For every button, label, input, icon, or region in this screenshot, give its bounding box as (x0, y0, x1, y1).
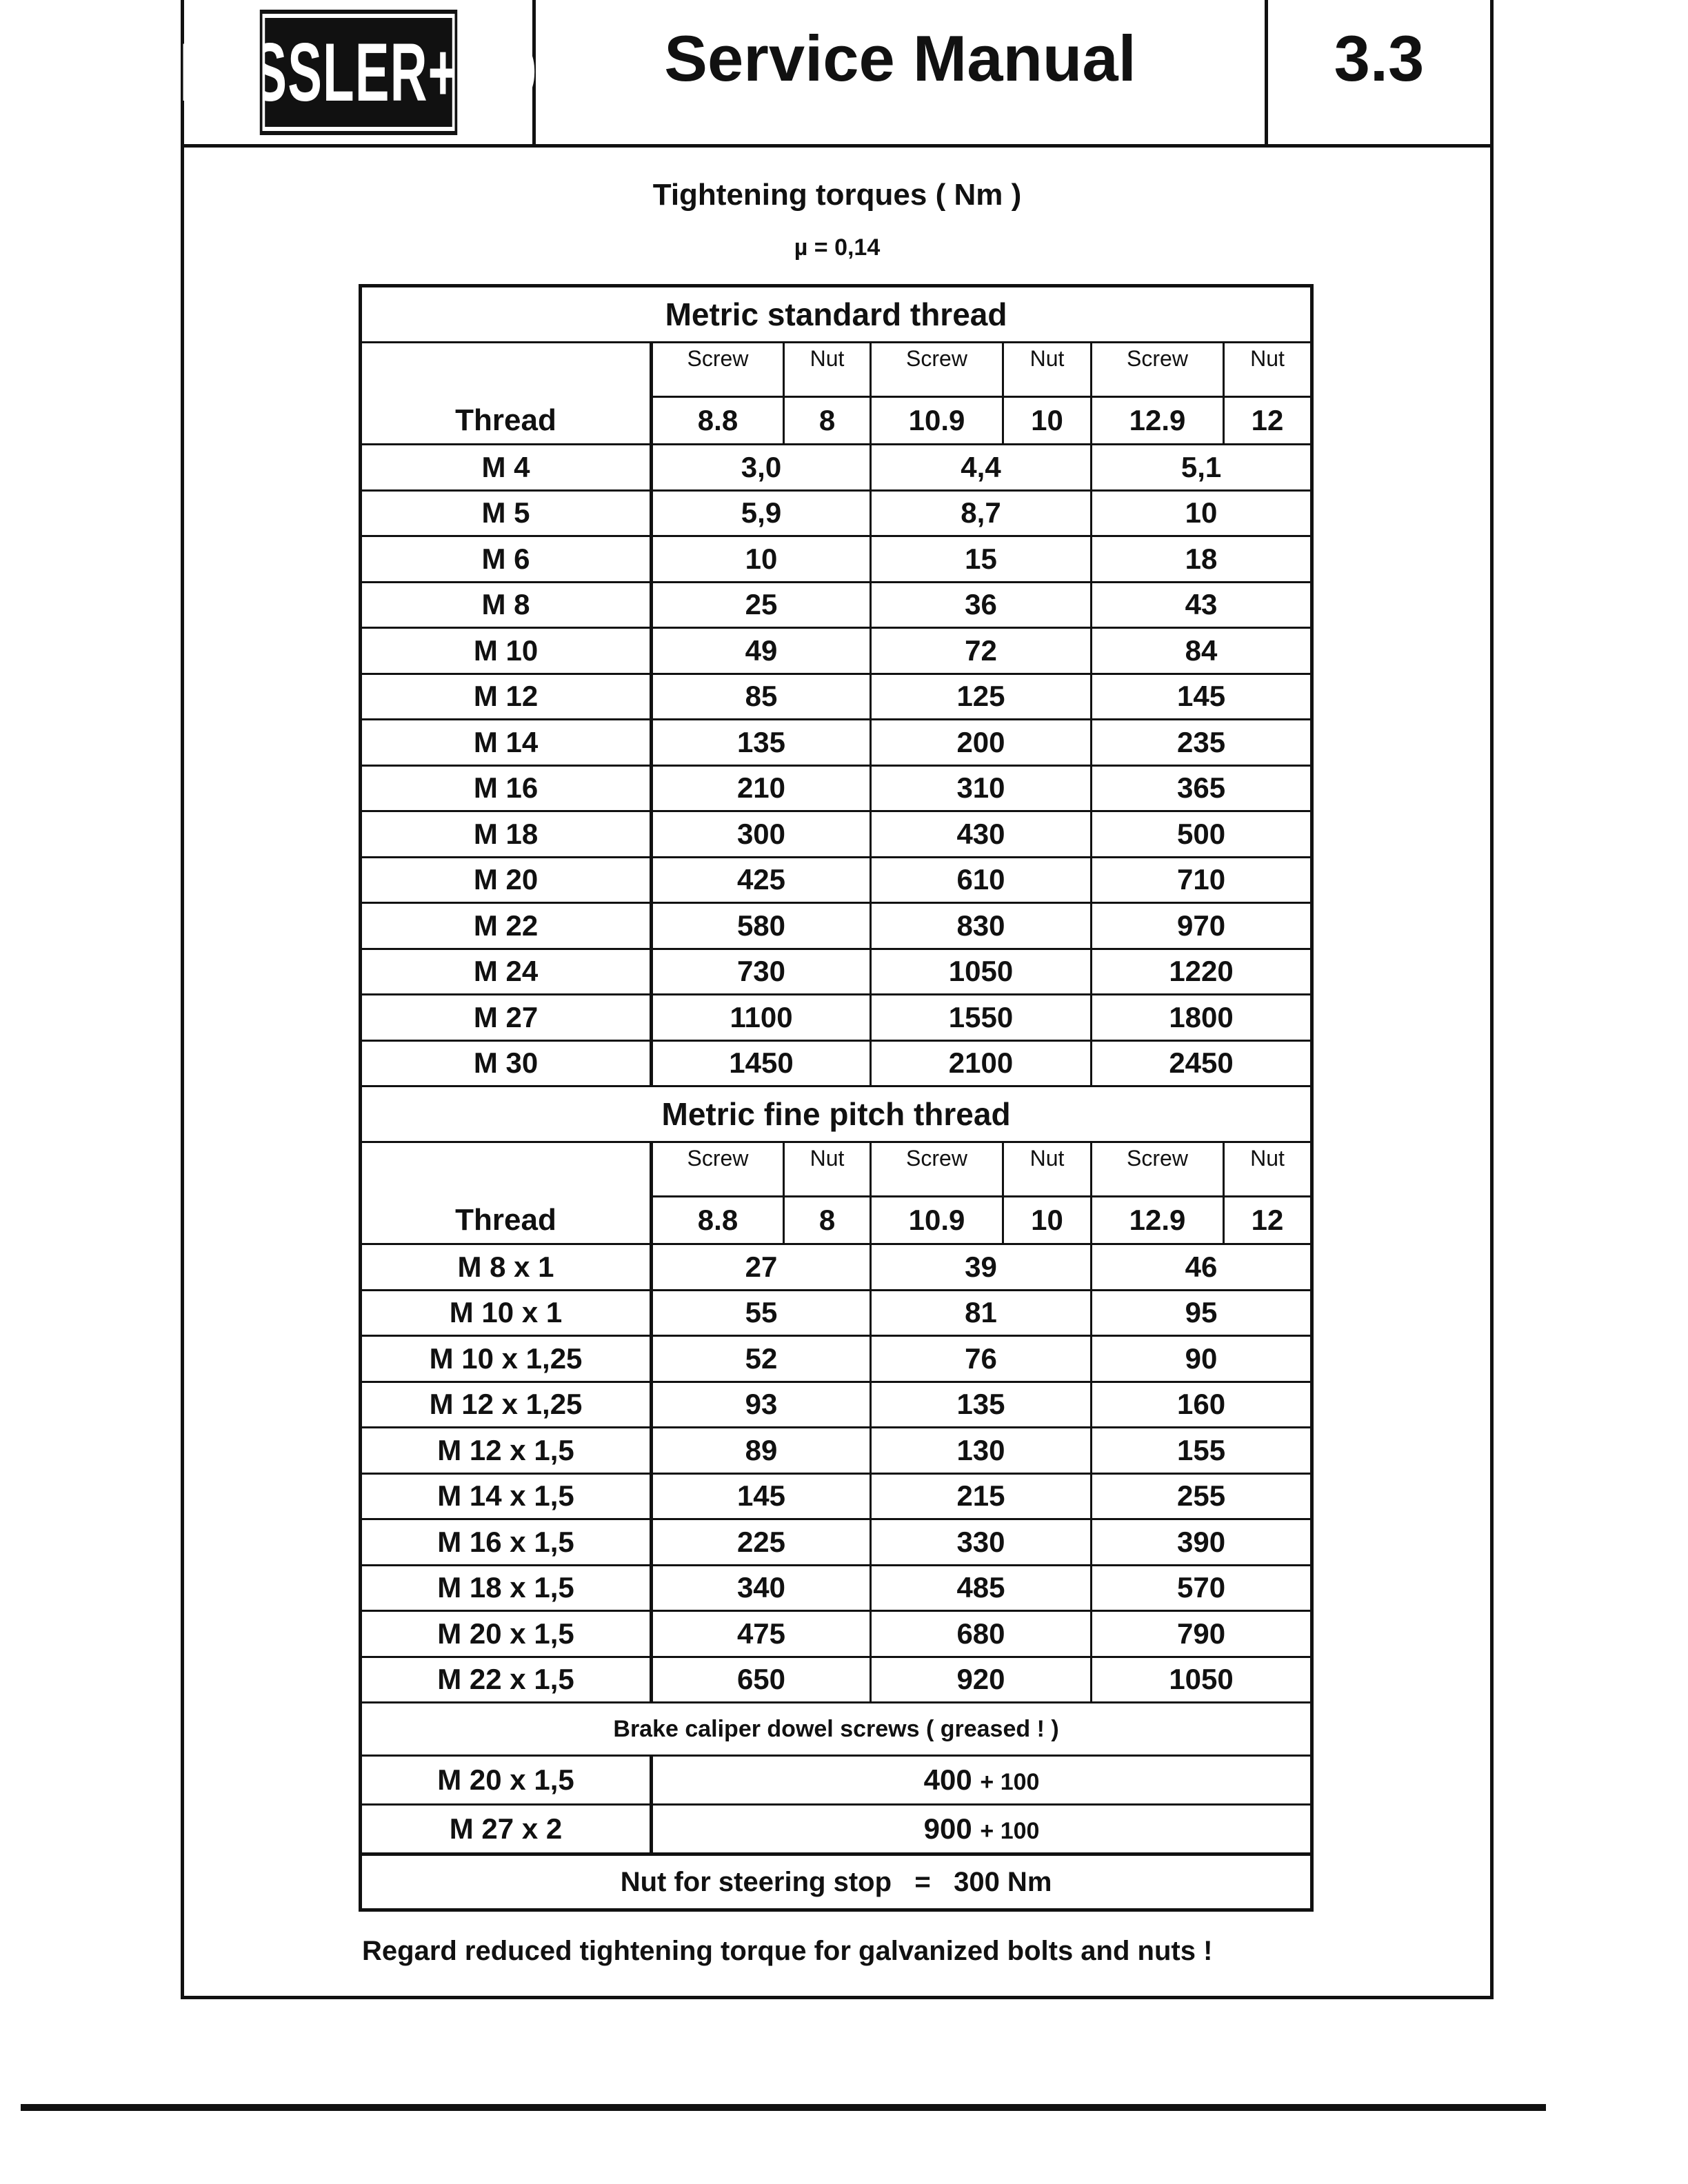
torque-10-9-cell: 920 (871, 1657, 1092, 1703)
torque-12-9-cell: 95 (1092, 1290, 1312, 1336)
torque-12-9-cell: 90 (1092, 1336, 1312, 1382)
torque-8-8-cell: 85 (652, 674, 871, 720)
section-number: 3.3 (1334, 21, 1425, 94)
thread-cell: M 14 (361, 720, 652, 766)
torque-10-9-cell: 430 (871, 811, 1092, 858)
brake-tolerance: + 100 (980, 1818, 1040, 1844)
grade-cell: 10 (1003, 1197, 1092, 1244)
torque-12-9-cell: 43 (1092, 582, 1312, 628)
screw-label: Screw (652, 1142, 784, 1197)
thread-cell: M 16 x 1,5 (361, 1519, 652, 1566)
torque-10-9-cell: 1050 (871, 949, 1092, 995)
table-subtitle: Tightening torques ( Nm ) (652, 178, 1022, 212)
torque-10-9-cell: 130 (871, 1428, 1092, 1474)
table-row (361, 490, 1312, 536)
torque-8-8-cell: 145 (652, 1473, 871, 1519)
torque-8-8-cell: 425 (652, 857, 871, 903)
grade-cell: 12 (1224, 1197, 1312, 1244)
fine-thread-rows (361, 1244, 1312, 1703)
table-row (361, 949, 1312, 995)
brake-thread-cell: M 27 x 2 (361, 1805, 652, 1854)
torque-8-8-cell: 10 (652, 536, 871, 583)
thread-cell: M 5 (361, 490, 652, 536)
thread-cell: M 20 x 1,5 (361, 1611, 652, 1657)
thread-cell: M 6 (361, 536, 652, 583)
torque-10-9-cell: 485 (871, 1565, 1092, 1611)
torque-12-9-cell: 145 (1092, 674, 1312, 720)
torque-8-8-cell: 5,9 (652, 490, 871, 536)
brake-value-cell (652, 1756, 1312, 1805)
torque-12-9-cell: 1800 (1092, 995, 1312, 1041)
torque-10-9-cell: 330 (871, 1519, 1092, 1566)
grade-cell: 8 (784, 1197, 871, 1244)
torque-10-9-cell: 1550 (871, 995, 1092, 1041)
nut-label: Nut (1224, 343, 1312, 397)
torque-8-8-cell: 580 (652, 903, 871, 949)
brake-value-cell (652, 1805, 1312, 1854)
torque-8-8-cell: 650 (652, 1657, 871, 1703)
page-header (179, 0, 1490, 148)
grade-cell: 12.9 (1092, 1197, 1224, 1244)
torque-10-9-cell: 125 (871, 674, 1092, 720)
table-row (361, 1244, 1312, 1291)
thread-cell: M 8 (361, 582, 652, 628)
torque-12-9-cell: 155 (1092, 1428, 1312, 1474)
nut-label: Nut (1003, 1142, 1092, 1197)
screw-label: Screw (1092, 343, 1224, 397)
torque-12-9-cell: 365 (1092, 765, 1312, 811)
torque-12-9-cell: 970 (1092, 903, 1312, 949)
thread-cell: M 10 x 1 (361, 1290, 652, 1336)
table-row (361, 1657, 1312, 1703)
thread-cell: M 27 (361, 995, 652, 1041)
torque-10-9-cell: 76 (871, 1336, 1092, 1382)
torque-8-8-cell: 49 (652, 628, 871, 674)
table-row (361, 720, 1312, 766)
table-row (361, 811, 1312, 858)
logo-cell (179, 0, 537, 144)
torque-10-9-cell: 72 (871, 628, 1092, 674)
screw-label: Screw (871, 343, 1003, 397)
torque-12-9-cell: 390 (1092, 1519, 1312, 1566)
page-frame (181, 0, 1494, 1999)
torque-10-9-cell: 215 (871, 1473, 1092, 1519)
torque-12-9-cell: 500 (1092, 811, 1312, 858)
torque-8-8-cell: 340 (652, 1565, 871, 1611)
torque-8-8-cell: 1100 (652, 995, 871, 1041)
screw-label: Screw (1092, 1142, 1224, 1197)
nut-label: Nut (1224, 1142, 1312, 1197)
torque-12-9-cell: 5,1 (1092, 445, 1312, 491)
torque-10-9-cell: 2100 (871, 1040, 1092, 1086)
torque-10-9-cell: 81 (871, 1290, 1092, 1336)
brake-value: 900 (923, 1812, 972, 1845)
torque-8-8-cell: 135 (652, 720, 871, 766)
table-row (361, 445, 1312, 491)
torque-8-8-cell: 730 (652, 949, 871, 995)
thread-cell: M 22 (361, 903, 652, 949)
table-row (361, 674, 1312, 720)
standard-section-title: Metric standard thread (361, 286, 1312, 343)
thread-cell: M 16 (361, 765, 652, 811)
torque-8-8-cell: 1450 (652, 1040, 871, 1086)
grade-cell: 10.9 (871, 397, 1003, 445)
section-cell (1268, 0, 1490, 144)
torque-12-9-cell: 2450 (1092, 1040, 1312, 1086)
steering-stop-row (361, 1854, 1312, 1910)
bottom-rule (21, 2104, 1546, 2111)
table-row (361, 1611, 1312, 1657)
table-row (361, 857, 1312, 903)
fine-section-title: Metric fine pitch thread (361, 1086, 1312, 1142)
table-row (361, 765, 1312, 811)
torque-10-9-cell: 310 (871, 765, 1092, 811)
torque-12-9-cell: 160 (1092, 1382, 1312, 1428)
torque-8-8-cell: 55 (652, 1290, 871, 1336)
steering-stop-label: Nut for steering stop (620, 1866, 892, 1897)
grade-cell: 12 (1224, 397, 1312, 445)
torque-8-8-cell: 52 (652, 1336, 871, 1382)
table-row (361, 1473, 1312, 1519)
torque-8-8-cell: 89 (652, 1428, 871, 1474)
table-row (361, 536, 1312, 583)
logo-text: KESSLER+CO (179, 26, 537, 119)
torque-12-9-cell: 46 (1092, 1244, 1312, 1291)
thread-cell: M 12 x 1,5 (361, 1428, 652, 1474)
company-logo (179, 14, 537, 131)
torque-8-8-cell: 475 (652, 1611, 871, 1657)
grade-cell: 10.9 (871, 1197, 1003, 1244)
thread-cell: M 18 (361, 811, 652, 858)
torque-table (359, 284, 1314, 1912)
screw-label: Screw (652, 343, 784, 397)
thread-cell: M 10 x 1,25 (361, 1336, 652, 1382)
nut-label: Nut (784, 343, 871, 397)
table-row (361, 1290, 1312, 1336)
thread-cell: M 18 x 1,5 (361, 1565, 652, 1611)
brake-tolerance: + 100 (980, 1769, 1040, 1795)
table-row (361, 903, 1312, 949)
standard-thread-rows (361, 445, 1312, 1086)
thread-column-header: Thread (361, 1142, 652, 1244)
nut-label: Nut (784, 1142, 871, 1197)
torque-12-9-cell: 1050 (1092, 1657, 1312, 1703)
torque-10-9-cell: 4,4 (871, 445, 1092, 491)
torque-10-9-cell: 830 (871, 903, 1092, 949)
document-title: Service Manual (664, 21, 1136, 94)
torque-8-8-cell: 210 (652, 765, 871, 811)
torque-8-8-cell: 225 (652, 1519, 871, 1566)
table-row (361, 1565, 1312, 1611)
thread-cell: M 30 (361, 1040, 652, 1086)
thread-column-header: Thread (361, 343, 652, 445)
galvanized-note: Regard reduced tightening torque for galvanized bolts and nuts ! (362, 1936, 1213, 1966)
thread-cell: M 24 (361, 949, 652, 995)
table-row (361, 628, 1312, 674)
thread-cell: M 10 (361, 628, 652, 674)
table-row (361, 1428, 1312, 1474)
grade-cell: 8.8 (652, 1197, 784, 1244)
torque-12-9-cell: 1220 (1092, 949, 1312, 995)
thread-cell: M 4 (361, 445, 652, 491)
torque-12-9-cell: 10 (1092, 490, 1312, 536)
torque-12-9-cell: 18 (1092, 536, 1312, 583)
torque-10-9-cell: 680 (871, 1611, 1092, 1657)
table-row (361, 995, 1312, 1041)
table-row (361, 1519, 1312, 1566)
torque-8-8-cell: 93 (652, 1382, 871, 1428)
torque-10-9-cell: 135 (871, 1382, 1092, 1428)
thread-cell: M 20 (361, 857, 652, 903)
torque-12-9-cell: 235 (1092, 720, 1312, 766)
table-row (361, 1382, 1312, 1428)
torque-12-9-cell: 790 (1092, 1611, 1312, 1657)
brake-section-title: Brake caliper dowel screws ( greased ! ) (361, 1703, 1312, 1756)
thread-cell: M 8 x 1 (361, 1244, 652, 1291)
nut-label: Nut (1003, 343, 1092, 397)
steering-stop-value: 300 Nm (954, 1866, 1052, 1897)
thread-cell: M 14 x 1,5 (361, 1473, 652, 1519)
thread-cell: M 12 (361, 674, 652, 720)
torque-12-9-cell: 84 (1092, 628, 1312, 674)
torque-12-9-cell: 570 (1092, 1565, 1312, 1611)
torque-8-8-cell: 25 (652, 582, 871, 628)
thread-cell: M 12 x 1,25 (361, 1382, 652, 1428)
torque-8-8-cell: 3,0 (652, 445, 871, 491)
torque-10-9-cell: 610 (871, 857, 1092, 903)
torque-10-9-cell: 8,7 (871, 490, 1092, 536)
table-row (361, 1040, 1312, 1086)
torque-12-9-cell: 710 (1092, 857, 1312, 903)
torque-10-9-cell: 36 (871, 582, 1092, 628)
steering-stop-equals: = (914, 1866, 931, 1897)
grade-cell: 12.9 (1092, 397, 1224, 445)
thread-cell: M 22 x 1,5 (361, 1657, 652, 1703)
grade-cell: 10 (1003, 397, 1092, 445)
grade-cell: 8.8 (652, 397, 784, 445)
torque-10-9-cell: 39 (871, 1244, 1092, 1291)
torque-10-9-cell: 15 (871, 536, 1092, 583)
title-cell (536, 0, 1268, 144)
grade-cell: 8 (784, 397, 871, 445)
torque-table-wrapper (359, 284, 1310, 1912)
brake-value: 400 (923, 1763, 972, 1796)
torque-8-8-cell: 27 (652, 1244, 871, 1291)
screw-label: Screw (871, 1142, 1003, 1197)
friction-coefficient: µ = 0,14 (794, 234, 881, 261)
brake-thread-cell: M 20 x 1,5 (361, 1756, 652, 1805)
table-row (361, 582, 1312, 628)
table-row (361, 1336, 1312, 1382)
torque-10-9-cell: 200 (871, 720, 1092, 766)
torque-8-8-cell: 300 (652, 811, 871, 858)
torque-12-9-cell: 255 (1092, 1473, 1312, 1519)
